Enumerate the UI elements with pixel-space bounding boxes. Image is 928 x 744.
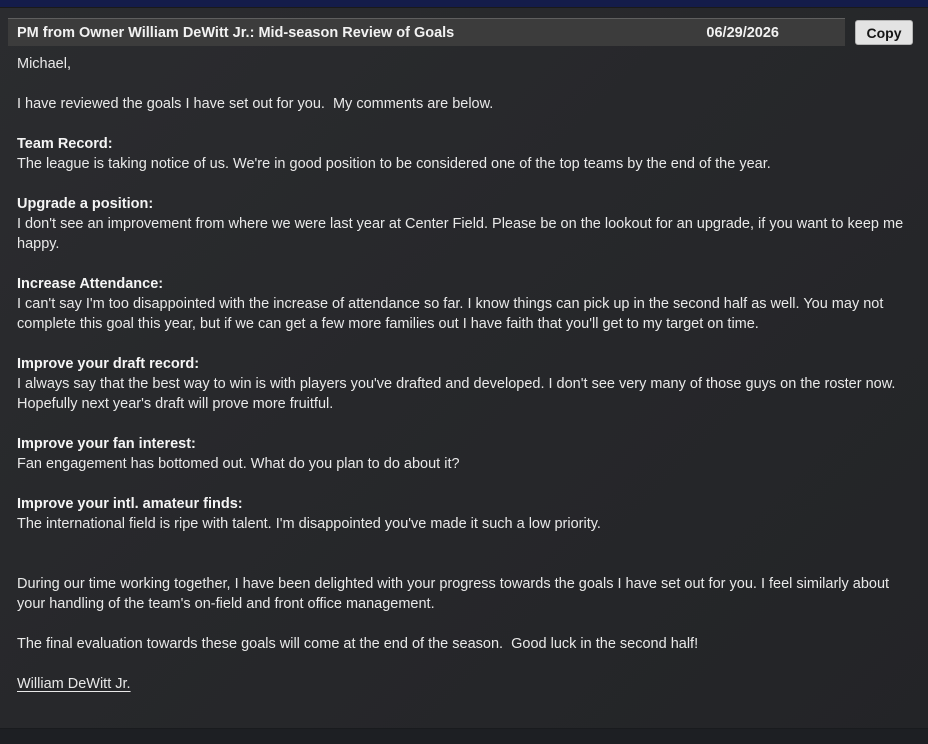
message-title: PM from Owner William DeWitt Jr.: Mid-season Review of Goals (17, 24, 455, 41)
final-paragraph: The final evaluation towards these goals will come at the end of the season. Good luck in the second half! (17, 636, 699, 652)
bottom-bar (0, 728, 928, 744)
goal-heading: Team Record: (17, 136, 113, 152)
goal-comment: I don't see an improvement from where we were last year at Center Field. Please be on the lookout for an upgrade, if you want to keep me happy. (17, 216, 908, 252)
salutation: Michael, (17, 56, 71, 72)
goal-comment: The international field is ripe with talent. I'm disappointed you've made it such a low priority. (17, 516, 601, 532)
goal-heading: Improve your fan interest: (17, 436, 196, 452)
goal-comment: The league is taking notice of us. We're in good position to be considered one of the top teams by the end of the year. (17, 156, 771, 172)
message-date: 06/29/2026 (706, 24, 779, 41)
top-accent-strip (0, 0, 928, 8)
message-header-bar (8, 18, 845, 46)
signature-link[interactable]: William DeWitt Jr. (17, 676, 131, 692)
goal-comment: I can't say I'm too disappointed with the increase of attendance so far. I know things can pick up in the second half as well. You may not complete this goal this year, but if we can get a few more families out I have faith that you'll get to my target on time. (17, 296, 888, 332)
copy-button[interactable]: Copy (855, 20, 913, 45)
goal-section-increase-attendance (17, 274, 916, 334)
goal-section-intl-amateur (17, 494, 916, 534)
goal-heading: Improve your draft record: (17, 356, 200, 372)
goal-comment: I always say that the best way to win is with players you've drafted and developed. I don't see very many of those guys on the roster now. Hopefully next year's draft will prove more fruitful. (17, 376, 900, 412)
goal-comment: Fan engagement has bottomed out. What do you plan to do about it? (17, 456, 460, 472)
goal-section-fan-interest (17, 434, 916, 474)
intro-paragraph: I have reviewed the goals I have set out for you. My comments are below. (17, 96, 494, 112)
goal-section-draft-record (17, 354, 916, 414)
goal-heading: Upgrade a position: (17, 196, 154, 212)
goal-heading: Increase Attendance: (17, 276, 164, 292)
closing-paragraph: During our time working together, I have been delighted with your progress towards the goals I have set out for you. I feel similarly about your handling of the team's on-field and front office management. (17, 576, 894, 612)
message-body (0, 54, 928, 714)
goal-section-upgrade-position (17, 194, 916, 254)
goal-section-team-record (17, 134, 916, 174)
goal-heading: Improve your intl. amateur finds: (17, 496, 243, 512)
